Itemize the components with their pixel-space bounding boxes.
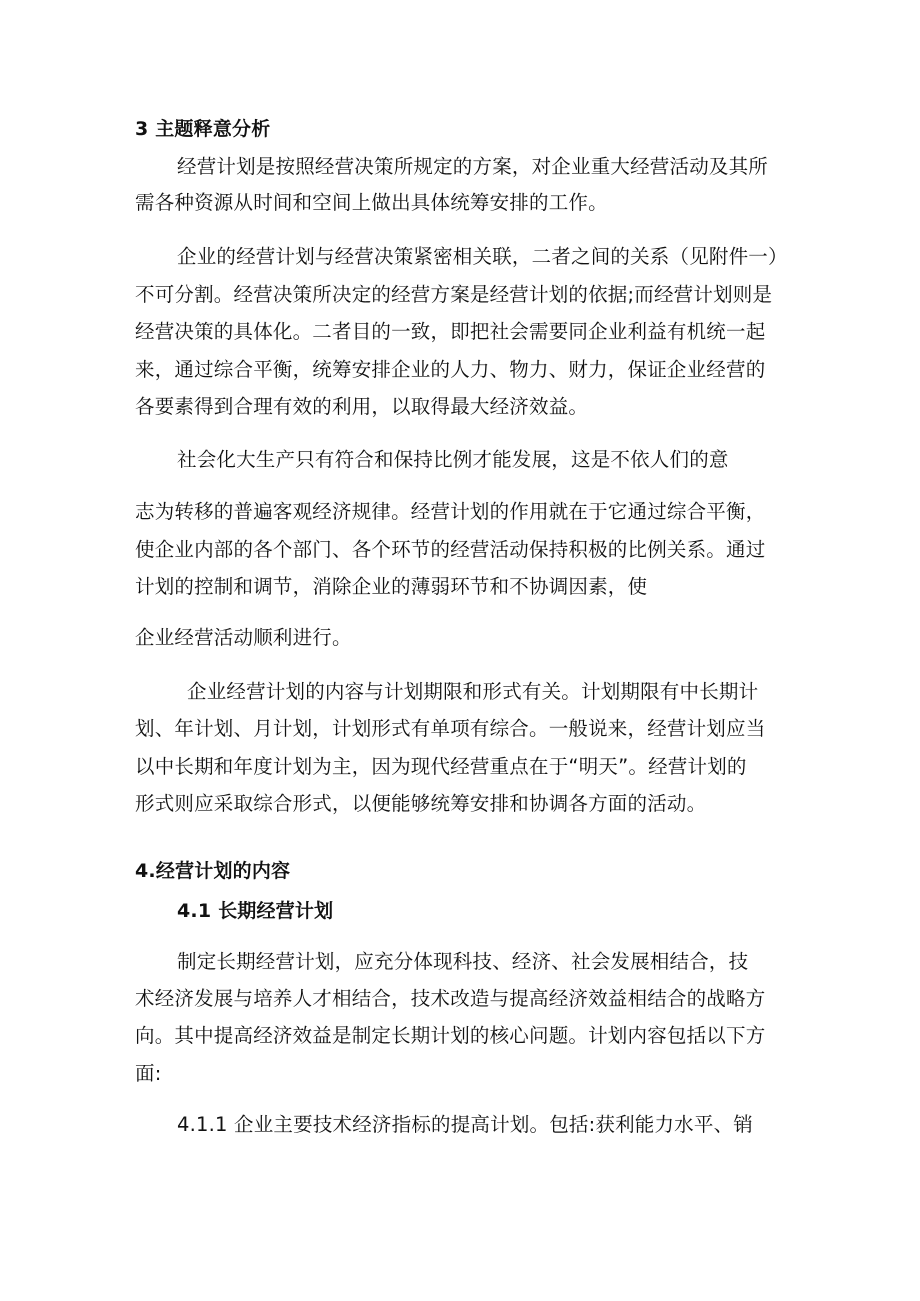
paragraph-2-line-1: 企业的经营计划与经营决策紧密相关联，二者之间的关系（见附件一） <box>177 245 788 268</box>
paragraph-3-line-4: 计划的控制和调节，消除企业的薄弱环节和不协调因素，使 <box>135 575 648 598</box>
paragraph-5-line-3: 向。其中提高经济效益是制定长期计划的核心问题。计划内容包括以下方 <box>135 1024 766 1047</box>
paragraph-5-line-1: 制定长期经营计划，应充分体现科技、经济、社会发展相结合，技 <box>177 950 749 973</box>
paragraph-4-line-2: 划、年计划、月计划，计划形式有单项有综合。一般说来，经营计划应当 <box>135 717 766 740</box>
paragraph-4-line-1: 企业经营计划的内容与计划期限和形式有关。计划期限有中长期计 <box>187 680 759 703</box>
paragraph-3-line-5: 企业经营活动顺利进行。 <box>135 626 352 649</box>
paragraph-3-line-2: 志为转移的普遍客观经济规律。经营计划的作用就在于它通过综合平衡， <box>135 500 766 523</box>
section-4-1-1-line: 4.1.1 企业主要技术经济指标的提高计划。包括:获利能力水平、销 <box>177 1113 753 1136</box>
paragraph-2-line-5: 各要素得到合理有效的利用，以取得最大经济效益。 <box>135 395 589 418</box>
paragraph-5-line-4: 面: <box>135 1062 162 1085</box>
section-4-title: .经营计划的内容 <box>148 860 291 882</box>
section-4-number: 4 <box>135 860 149 882</box>
paragraph-2-line-4: 来，通过综合平衡，统筹安排企业的人力、物力、财力，保证企业经营的 <box>135 358 766 381</box>
section-4-heading <box>135 859 290 883</box>
section-4-1-heading: 4.1 长期经营计划 <box>177 900 334 922</box>
paragraph-3-line-3: 使企业内部的各个部门、各个环节的经营活动保持积极的比例关系。通过 <box>135 538 766 561</box>
paragraph-3-line-1: 社会化大生产只有符合和保持比例才能发展，这是不依人们的意 <box>177 448 729 471</box>
section-3-title: 主题释意分析 <box>148 118 271 140</box>
paragraph-5-line-2: 术经济发展与培养人才相结合，技术改造与提高经济效益相结合的战略方 <box>135 987 766 1010</box>
paragraph-2-line-2: 不可分割。经营决策所决定的经营方案是经营计划的依据;而经营计划则是 <box>135 283 773 306</box>
section-3-number: 3 <box>135 118 149 140</box>
paragraph-1-line-2: 需各种资源从时间和空间上做出具体统筹安排的工作。 <box>135 191 608 214</box>
paragraph-1-line-1: 经营计划是按照经营决策所规定的方案，对企业重大经营活动及其所 <box>177 155 769 178</box>
paragraph-4-line-3: 以中长期和年度计划为主，因为现代经营重点在于“明天”。经营计划的 <box>135 755 747 778</box>
paragraph-2-line-3: 经营决策的具体化。二者目的一致，即把社会需要同企业利益有机统一起 <box>135 320 766 343</box>
section-3-heading <box>135 117 270 141</box>
paragraph-4-line-4: 形式则应采取综合形式，以便能够统筹安排和协调各方面的活动。 <box>135 792 707 815</box>
